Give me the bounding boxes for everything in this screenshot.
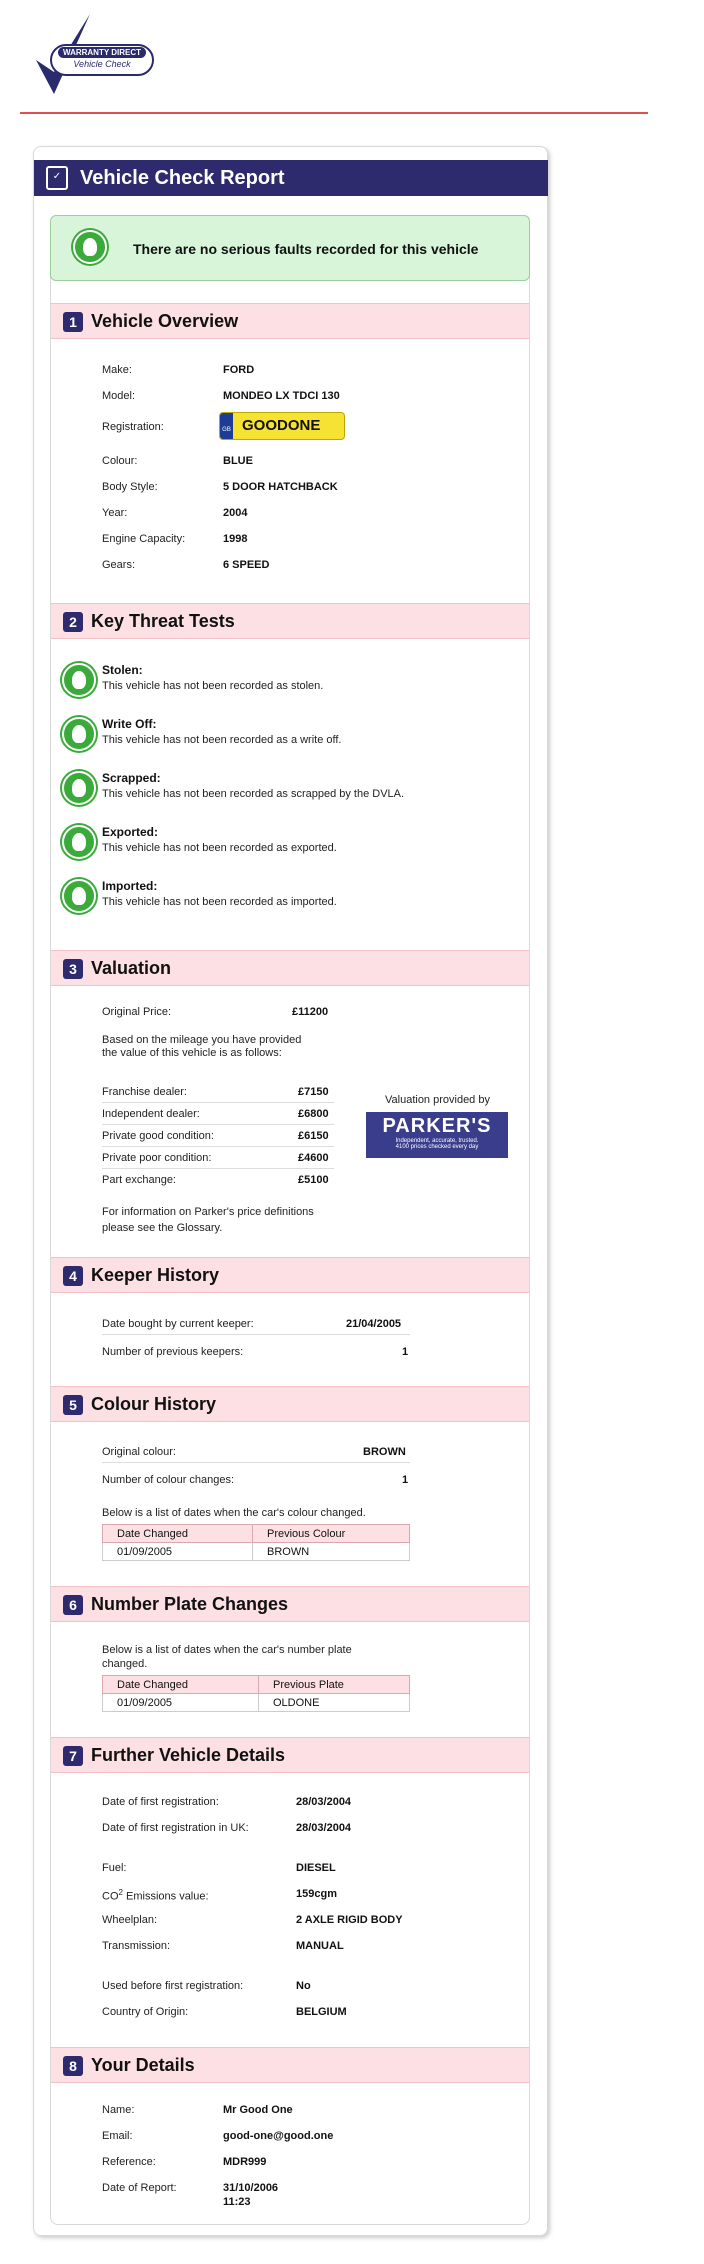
previous-keepers-label: Number of previous keepers: [102,1346,244,1358]
valuation-row-label: Part exchange: [102,1174,176,1186]
co2-label [102,1888,209,1903]
section-key-threat-tests [51,603,529,639]
used-before-value: No [296,1980,311,1992]
colour-history-table [102,1524,410,1561]
row-divider [102,1462,410,1463]
first-uk-registration-label: Date of first registration in UK: [102,1822,249,1834]
registration-value: GOODONE [242,417,321,434]
valuation-row-label: Private good condition: [102,1130,214,1142]
alert-message: There are no serious faults recorded for this vehicle [133,241,479,257]
colour-value: BLUE [223,455,253,467]
row-divider [102,1168,334,1169]
threat-desc: This vehicle has not been recorded as stolen. [102,680,324,692]
section-title: Vehicle Overview [91,311,239,331]
section-number: 7 [63,1746,83,1766]
thumbs-up-icon [73,230,107,264]
section-valuation [51,950,529,986]
original-colour-label: Original colour: [102,1446,176,1458]
registration-label: Registration: [102,421,164,433]
fuel-value: DIESEL [296,1862,336,1874]
valuation-provided-by: Valuation provided by [385,1094,490,1106]
report-title: Vehicle Check Report [80,167,285,189]
engine-label: Engine Capacity: [102,533,186,545]
valuation-row-label: Private poor condition: [102,1152,212,1164]
threat-title: Scrapped: [102,771,161,785]
first-uk-registration-value: 28/03/2004 [296,1822,352,1834]
name-label: Name: [102,2104,135,2116]
threat-title: Exported: [102,825,159,839]
section-colour-history [51,1386,529,1422]
report-header [34,160,548,196]
report-time-value: 11:23 [223,2196,251,2208]
table-header: Previous Colour [253,1525,410,1543]
previous-keepers-value: 1 [402,1346,409,1358]
section-your-details [51,2047,529,2083]
section-further-vehicle-details [51,1737,529,1773]
warranty-direct-logo [32,14,162,94]
section-title: Key Threat Tests [91,611,235,631]
valuation-row-label: Franchise dealer: [102,1086,187,1098]
colour-table-intro: Below is a list of dates when the car's colour changed. [102,1507,366,1519]
wheelplan-label: Wheelplan: [102,1914,158,1926]
table-cell: OLDONE [259,1694,410,1712]
co2-value: 159cgm [296,1888,337,1900]
valuation-note: For information on Parker's price definitions [102,1206,314,1218]
year-value: 2004 [223,507,248,519]
thumbs-up-icon [62,879,96,913]
table-header: Previous Plate [259,1676,410,1694]
table-header: Date Changed [103,1525,253,1543]
model-value: MONDEO LX TDCI 130 [223,390,340,402]
header-divider [20,112,648,114]
parkers-tagline: 4100 prices checked every day [395,1144,479,1150]
make-value: FORD [223,364,255,376]
plate-table-intro: changed. [102,1658,148,1670]
thumbs-up-icon [62,717,96,751]
section-number: 2 [63,612,83,632]
valuation-row-value: £7150 [298,1086,329,1098]
table-row [103,1543,410,1561]
threat-desc: This vehicle has not been recorded as exported. [102,842,337,854]
date-bought-value: 21/04/2005 [346,1318,402,1330]
transmission-value: MANUAL [296,1940,344,1952]
reference-label: Reference: [102,2156,156,2168]
row-divider [102,1124,334,1125]
gears-label: Gears: [102,559,136,571]
section-number: 1 [63,312,83,332]
table-cell: BROWN [253,1543,410,1561]
parkers-logo [366,1112,508,1158]
valuation-row-value: £4600 [298,1152,329,1164]
section-number: 5 [63,1395,83,1415]
section-number: 6 [63,1595,83,1615]
valuation-row-value: £6150 [298,1130,329,1142]
table-cell: 01/09/2005 [103,1694,259,1712]
co2-text-suffix: Emissions value: [122,1890,209,1903]
section-vehicle-overview [51,303,529,339]
body-style-label: Body Style: [102,481,158,493]
section-title: Keeper History [91,1265,220,1285]
body-style-value: 5 DOOR HATCHBACK [223,481,338,493]
first-registration-label: Date of first registration: [102,1796,219,1808]
valuation-row-label: Independent dealer: [102,1108,200,1120]
section-number: 8 [63,2056,83,2076]
valuation-note: please see the Glossary. [102,1222,223,1234]
row-divider [102,1146,334,1147]
plate-country: GB [220,413,233,439]
valuation-row-value: £5100 [298,1174,329,1186]
threat-desc: This vehicle has not been recorded as imported. [102,896,337,908]
threat-title: Stolen: [102,663,143,677]
report-date-label: Date of Report: [102,2182,177,2194]
section-number-plate-changes [51,1586,529,1622]
colour-changes-label: Number of colour changes: [102,1474,235,1486]
original-price-label: Original Price: [102,1006,172,1018]
fuel-label: Fuel: [102,1862,127,1874]
threat-desc: This vehicle has not been recorded as scrapped by the DVLA. [102,788,405,800]
original-price-value: £11200 [292,1006,329,1018]
section-title: Number Plate Changes [91,1594,289,1614]
thumbs-up-icon [62,663,96,697]
report-date-value: 31/10/2006 [223,2182,279,2194]
email-value: good-one@good.one [223,2130,334,2142]
gears-value: 6 SPEED [223,559,270,571]
wheelplan-value: 2 AXLE RIGID BODY [296,1914,403,1926]
colour-label: Colour: [102,455,138,467]
section-title: Your Details [91,2055,195,2075]
threat-title: Imported: [102,879,158,893]
section-title: Valuation [91,958,172,978]
reference-value: MDR999 [223,2156,267,2168]
valuation-row-value: £6800 [298,1108,329,1120]
date-bought-label: Date bought by current keeper: [102,1318,254,1330]
registration-plate [219,412,345,440]
section-title: Further Vehicle Details [91,1745,286,1765]
valuation-intro: the value of this vehicle is as follows: [102,1047,282,1059]
name-value: Mr Good One [223,2104,293,2116]
thumbs-up-icon [62,771,96,805]
table-cell: 01/09/2005 [103,1543,253,1561]
engine-value: 1998 [223,533,248,545]
section-number: 3 [63,959,83,979]
logo-line2: Vehicle Check [73,59,131,69]
co2-text: CO [102,1890,119,1903]
plate-table-intro: Below is a list of dates when the car's number plate [102,1644,352,1656]
threat-desc: This vehicle has not been recorded as a write off. [102,734,342,746]
original-colour-value: BROWN [363,1446,406,1458]
make-label: Make: [102,364,132,376]
email-label: Email: [102,2130,133,2142]
colour-changes-value: 1 [402,1474,409,1486]
threat-title: Write Off: [102,717,157,731]
table-header: Date Changed [103,1676,259,1694]
country-origin-label: Country of Origin: [102,2006,189,2018]
section-number: 4 [63,1266,83,1286]
first-registration-value: 28/03/2004 [296,1796,352,1808]
section-title: Colour History [91,1394,217,1414]
country-origin-value: BELGIUM [296,2006,347,2018]
co2-subscript: 2 [118,1888,123,1897]
plate-history-table [102,1675,410,1712]
section-keeper-history [51,1257,529,1293]
transmission-label: Transmission: [102,1940,171,1952]
table-row [103,1694,410,1712]
used-before-label: Used before first registration: [102,1980,244,1992]
thumbs-up-icon [62,825,96,859]
parkers-tagline: Independent, accurate, trusted. [395,1138,479,1144]
status-alert [50,215,530,281]
row-divider [102,1334,410,1335]
row-divider [102,1102,334,1103]
logo-line1: WARRANTY DIRECT [58,47,146,58]
model-label: Model: [102,390,136,402]
valuation-intro: Based on the mileage you have provided [102,1034,302,1046]
parkers-name: PARKER'S [382,1115,492,1137]
document-icon: ✓ [46,166,68,190]
year-label: Year: [102,507,128,519]
